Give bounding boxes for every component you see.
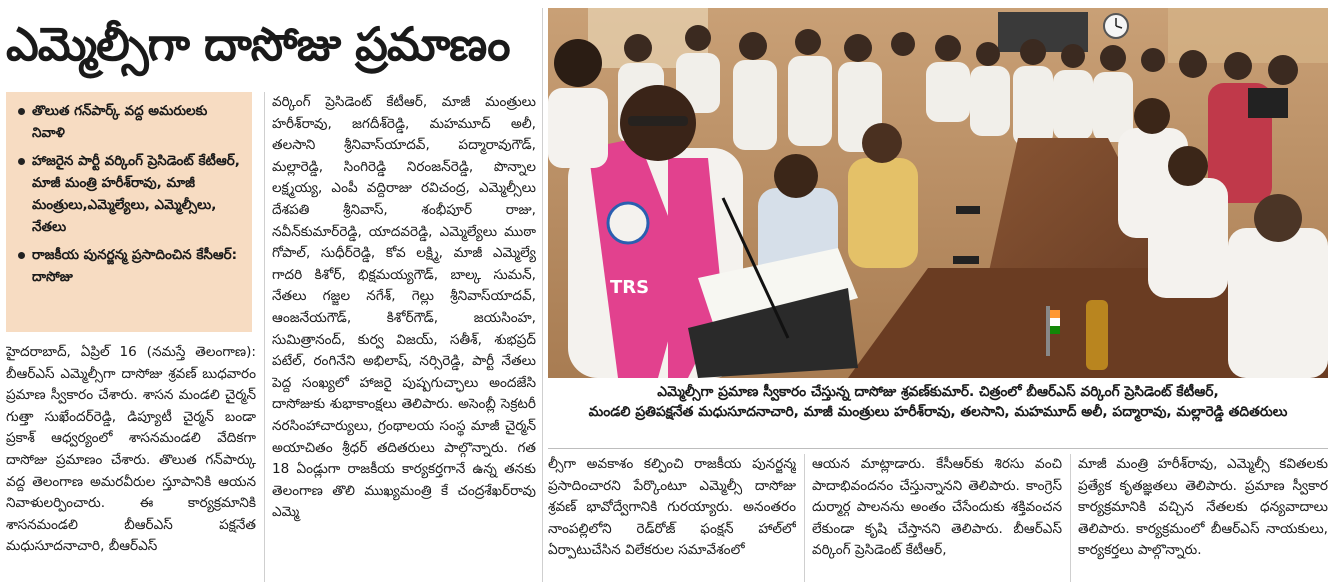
photo-illustration bbox=[548, 8, 1328, 378]
column-divider bbox=[542, 8, 543, 582]
column-divider bbox=[804, 454, 805, 582]
caption-line: మండలి ప్రతిపక్షనేత మధుసూదనాచారి, మాజీ మంత్రులు హరీశ్‌రావు, తలసాని, మహమూద్ అలీ, పద్మారావు, మల్లారెడ్డి తదితరులు bbox=[588, 404, 1288, 420]
photo-caption bbox=[548, 380, 1328, 446]
column-divider bbox=[264, 92, 265, 582]
highlights-box bbox=[6, 92, 252, 332]
article-paragraph: మాజీ మంత్రి హరీశ్‌రావు, ఎమ్మెల్సీ కవితలకు ప్రత్యేక కృతజ్ఞతలు తెలిపారు. ప్రమాణ స్వీకార కార్యక్రమానికి వచ్చిన నేతలకు ధన్యవాదాలు తెలిపారు. కార్యక్రమంలో బీఆర్‌ఎస్ నాయకులు, కార్యకర్తలు పాల్గొన్నారు. bbox=[1078, 456, 1328, 559]
highlight-item: హాజరైన పార్టీ వర్కింగ్ ప్రెసిడెంట్ కేటీఆర్, మాజీ మంత్రి హరీశ్‌రావు, మాజీ మంత్రులు,ఎమ్మెల్యేలు, ఎమ్మెల్సీలు, నేతలు bbox=[16, 150, 244, 238]
article-paragraph: ల్సీగా అవకాశం కల్పించి రాజకీయ పునర్జన్మ ప్రసాదించారని పేర్కొంటూ ఎమ్మెల్సీ దాసోజు శ్రవణ్ భావోద్వేగానికి గురయ్యారు. అనంతరం నాంపల్లిలోని రెడ్‌రోజ్ ఫంక్షన్ హాల్‌లో ఏర్పాటుచేసిన విలేకరుల సమావేశంలో bbox=[548, 456, 796, 559]
article-column-3 bbox=[548, 454, 796, 582]
column-divider bbox=[1070, 454, 1071, 582]
caption-rule bbox=[548, 448, 1328, 449]
highlight-item: రాజకీయ పునర్జన్మ ప్రసాదించిన కేసీఆర్: దాసోజు bbox=[16, 244, 244, 288]
article-column-2 bbox=[272, 92, 536, 582]
article-paragraph: హైదరాబాద్, ఏప్రిల్ 16 (నమస్తే తెలంగాణ): బీఆర్‌ఎస్ ఎమ్మెల్సీగా దాసోజు శ్రవణ్ బుధవారం ప్రమాణ స్వీకారం చేశారు. శాసన మండలి చైర్మన్ గుత్తా సుఖేందర్‌రెడ్డి, డిప్యూటీ చైర్మన్ బండా ప్రకాశ్ ఆధ్వర్యంలో శాసనమండలి వేదికగా దాసోజు ప్రమాణం చేశారు. తొలుత గన్‌పార్కు వద్ద తెలంగాణ అమరవీరుల స్తూపానికి ఆయన నివాళులర్పించారు. ఈ కార్యక్రమానికి శాసనమండలి బీఆర్‌ఎస్ పక్షనేత మధుసూదనాచారి, బీఆర్‌ఎస్ bbox=[6, 344, 256, 555]
article-column-1 bbox=[6, 342, 256, 582]
article-column-4 bbox=[812, 454, 1062, 582]
caption-line: ఎమ్మెల్సీగా ప్రమాణ స్వీకారం చేస్తున్న దాసోజు శ్రవణ్‌కుమార్. చిత్రంలో బీఆర్‌ఎస్ వర్కింగ్ ప్రెసిడెంట్ కేటీఆర్, bbox=[657, 384, 1219, 400]
clock-icon bbox=[1104, 14, 1128, 38]
highlight-item: తొలుత గన్‌పార్క్ వద్ద అమరులకు నివాళి bbox=[16, 100, 244, 144]
news-photo bbox=[548, 8, 1328, 378]
article-paragraph: ఆయన మాట్లాడారు. కేసీఆర్‌కు శిరసు వంచి పాదాభివందనం చేస్తున్నానని తెలిపారు. కాంగ్రెస్ దుర్మార్గ పాలనను అంతం చేసేందుకు శక్తివంచన లేకుండా కృషి చేస్తానని తెలిపారు. బీఆర్‌ఎస్ వర్కింగ్ ప్రెసిడెంట్ కేటీఆర్, bbox=[812, 456, 1062, 559]
headline: ఎమ్మెల్సీగా దాసోజు ప్రమాణం bbox=[6, 17, 510, 71]
article-column-5 bbox=[1078, 454, 1328, 582]
article-paragraph: వర్కింగ్ ప్రెసిడెంట్ కేటీఆర్, మాజీ మంత్రులు హరీశ్‌రావు, జగదీశ్‌రెడ్డి, మహమూద్ అలీ, తలసాని శ్రీనివాస్‌యాదవ్, పద్మారావుగౌడ్, మల్లారెడ్డి, సింగిరెడ్డి నిరంజన్‌రెడ్డి, పొన్నాల లక్ష్మయ్య, ఎంపీ వద్దిరాజు రవిచంద్ర, ఎమ్మెల్సీలు దేశపతి శ్రీనివాస్, శంభీపూర్ రాజు, నవీన్‌కుమార్‌రెడ్డి, యాదవరెడ్డి, ఎమ్మెల్యేలు ముఠా గోపాల్, సుధీర్‌రెడ్డి, కోవ లక్ష్మి, మాజీ ఎమ్మెల్యే గాదరి కిశోర్, భిక్షమయ్యగౌడ్, బాల్క సుమన్, నేతలు గజ్జల నగేశ్, గెల్లు శ్రీనివాస్‌యాదవ్, ఆంజనేయగౌడ్, కిశోర్‌గౌడ్, జయసింహ, సుమిత్రానంద్, కుర్వ విజయ్, సతీశ్, శుభప్రద్ పటేల్, రంగినేని అభిలాష్, నర్సిరెడ్డి, పార్టీ నేతలు పెద్ద సంఖ్యలో హాజరై పుష్పగుచ్ఛాలు అందజేసి దాసోజుకు శుభాకాంక్షలు తెలిపారు. అసెంబ్లీ సెక్రటరీ నరసింహాచార్యులు, గ్రంథాలయ సంస్థ మాజీ చైర్మన్ అయాచితం శ్రీధర్ తదితరులు పాల్గొన్నారు. గత 18 ఏండ్లుగా రాజకీయ కార్యకర్తగానే ఉన్న తనకు తెలంగాణ తొలి ముఖ్యమంత్రి కే చంద్రశేఖర్‌రావు ఎమ్మె bbox=[272, 94, 536, 521]
sash-text: TRS bbox=[610, 277, 650, 298]
